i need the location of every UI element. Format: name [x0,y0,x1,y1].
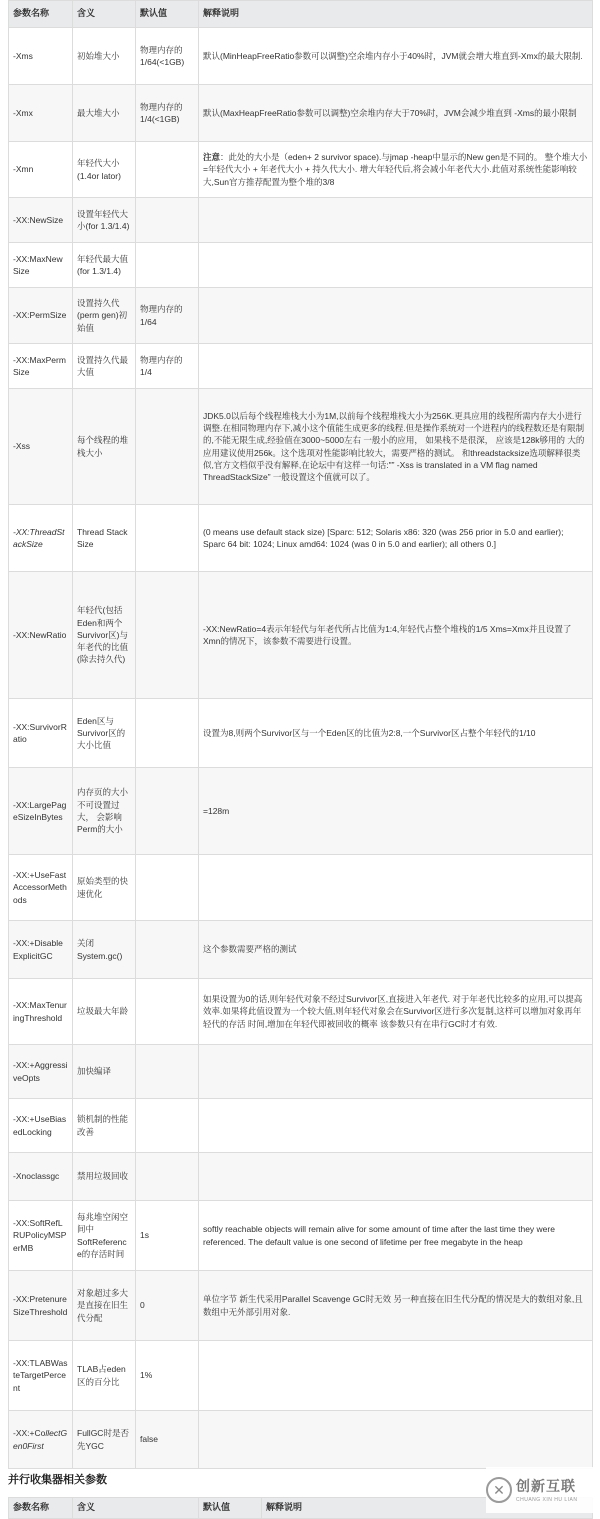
meaning-cell [73,1201,136,1271]
default-cell [136,85,199,142]
meaning-text: Thread Stack Size [77,526,128,549]
meaning-text: 加快编译 [77,1066,112,1077]
default-cell [136,142,199,198]
table-row [9,572,593,699]
default-text: 物理内存的1/4 [140,354,183,377]
name-text: -Xss [13,441,30,452]
meaning-text: 最大堆大小 [77,107,120,118]
name-text: -XX:+UseBiasedLocking [13,1114,67,1137]
meaning-cell [73,505,136,572]
default-cell [136,1153,199,1201]
jvm-params-table [8,0,593,1469]
default-text: 物理内存的1/64(<1GB) [140,44,185,67]
desc-text: softly reachable objects will remain alive for some amount of time after the last time they were referenced. The default value is one second of lifetime per free megabyte in the heap [203,1224,555,1247]
header2-description: 解释说明 [262,1498,593,1519]
table-header-row [9,1,593,28]
meaning-cell [73,855,136,921]
name-text: -XX:MaxNewSize [13,253,63,276]
description-cell [199,142,593,198]
meaning-cell [73,28,136,85]
table-row [9,1045,593,1099]
desc-text: 默认(MinHeapFreeRatio参数可以调整)空余堆内存小于40%时，JVM就会增大堆直到-Xmx的最大限制. [203,50,583,61]
meaning-cell [73,288,136,344]
desc-text: JDK5.0以后每个线程堆栈大小为1M,以前每个线程堆栈大小为256K.更具应用的线程所需内存大小进行 调整.在相同物理内存下,减小这个值能生成更多的线程.但是操作系统对一个进程内的线程数还是有限制的,不能无限生成,经验值在3000~5000左右 一般小的应用， 如果栈不是很深， 应该是128k够用的 大的应用建议使用256k。这个选项对性能影响比较大，需要严格的测试。 和threadstacksize选项解释很类似,官方文档似乎没有解释,在论坛中有这样一句话:"” -Xss is translated in a VM flag named ThreadStackSize” 一般设置这个值就可以了。 [203,410,585,483]
meaning-text: 年轻代(包括Eden和两个Survivor区)与年老代的比值(除去持久代) [77,605,129,665]
meaning-text: Eden区与Survivor区的大小比值 [77,715,126,751]
default-cell [136,768,199,855]
description-cell [199,28,593,85]
param-name-cell [9,389,73,505]
description-cell [199,505,593,572]
meaning-cell [73,699,136,768]
name-text: -XX:MaxPermSize [13,354,66,377]
param-name-cell [9,1271,73,1341]
desc-text: 设置为8,则两个Survivor区与一个Eden区的比值为2:8,一个Survivor区占整个年轻代的1/10 [203,727,536,738]
meaning-text: 禁用垃圾回收 [77,1171,129,1182]
meaning-text: 设置持久代(perm gen)初始值 [77,298,128,333]
param-name-cell [9,344,73,389]
meaning-text: 关闭System.gc() [77,938,123,961]
param-name-cell [9,1201,73,1271]
param-name-cell [9,768,73,855]
desc-text: 这个参数需要严格的测试 [203,944,297,955]
header2-default: 默认值 [199,1498,262,1519]
meaning-text: 对象超过多大是直接在旧生代分配 [77,1288,129,1323]
note-label: 注意 [203,152,221,163]
table-row [9,389,593,505]
name-text: -Xms [13,50,33,61]
meaning-text: 每个线程的堆栈大小 [77,435,129,458]
watermark-brand-en: CHUANG XIN HU LIAN [516,1496,578,1503]
meaning-text: 垃圾最大年龄 [77,1006,129,1017]
name-text: -XX:+UseFastAccessorMethods [13,870,67,905]
description-cell [199,1341,593,1411]
table-row [9,1411,593,1469]
param-name-cell [9,979,73,1045]
name-text: -Xmx [13,107,33,118]
description-cell [199,288,593,344]
description-cell [199,699,593,768]
name-text: -XX:PretenureSizeThreshold [13,1294,68,1317]
table-row [9,1099,593,1153]
default-cell [136,699,199,768]
description-cell [199,1153,593,1201]
param-name-cell [9,572,73,699]
desc-text: =128m [203,805,230,816]
default-text: 0 [140,1300,145,1311]
name-text: -XX:MaxTenuringThreshold [13,1000,67,1023]
default-cell [136,1201,199,1271]
meaning-text: 设置年轻代大小(for 1.3/1.4) [77,208,130,231]
param-name-cell [9,1099,73,1153]
meaning-text: 每兆堆空闲空间中SoftReference的存活时间 [77,1211,129,1259]
meaning-cell [73,389,136,505]
header-default: 默认值 [136,1,199,28]
param-name-cell [9,142,73,198]
default-text: 1s [140,1230,149,1241]
description-cell [199,1201,593,1271]
default-cell [136,28,199,85]
name-text: -XX:SoftRefLRUPolicyMSPerMB [13,1218,67,1253]
name-text: -XX:NewRatio [13,629,67,640]
table-row [9,921,593,979]
default-text: false [140,1434,158,1445]
meaning-text: 年轻代大小(1.4or lator) [77,158,121,181]
meaning-text: 原始类型的快速优化 [77,876,129,899]
name-text: -XX:LargePageSizeInBytes [13,799,67,822]
meaning-cell [73,1153,136,1201]
desc-text: -XX:NewRatio=4表示年轻代与年老代所占比值为1:4,年轻代占整个堆栈的1/5 Xms=Xmx并且设置了Xmn的情况下，该参数不需要进行设置。 [203,623,572,646]
table-row [9,505,593,572]
param-name-cell [9,243,73,288]
name-text: -XX:PermSize [13,310,67,321]
default-cell [136,1045,199,1099]
param-name-cell [9,85,73,142]
default-cell [136,288,199,344]
header2-param-name: 参数名称 [9,1498,73,1519]
param-name-cell [9,1341,73,1411]
description-cell [199,1099,593,1153]
meaning-text: 锁机制的性能改善 [77,1114,129,1137]
meaning-text: 设置持久代最大值 [77,354,129,377]
table-row [9,1201,593,1271]
table-row [9,344,593,389]
default-text: 1% [140,1370,153,1381]
meaning-cell [73,1341,136,1411]
description-cell [199,85,593,142]
name-text: -Xmn [13,164,34,175]
header2-meaning: 含义 [73,1498,199,1519]
desc-text: 如果设置为0的话,则年轻代对象不经过Survivor区,直接进入年老代. 对于年老代比较多的应用,可以提高效率.如果将此值设置为一个较大值,则年轻代对象会在Survivor区进行多次复制,这样可以增加对象再年轻代的存活 时间,增加在年轻代即被回收的概率 该参数只有在串行GC时才有效. [203,994,583,1029]
param-name-cell [9,288,73,344]
description-cell [199,198,593,243]
param-name-text: -XX:+CollectGen0First [13,1428,68,1451]
meaning-cell [73,344,136,389]
table-row [9,1341,593,1411]
default-cell [136,389,199,505]
param-name-cell [9,505,73,572]
default-cell [136,1341,199,1411]
name-text: -XX:TLABWasteTargetPercent [13,1358,68,1393]
param-name-cell [9,921,73,979]
description-cell [199,979,593,1045]
table-row [9,288,593,344]
default-cell [136,979,199,1045]
meaning-cell [73,1411,136,1469]
table-row [9,768,593,855]
default-text: 物理内存的1/4(<1GB) [140,101,183,124]
name-text: -Xnoclassgc [13,1171,60,1182]
header-description: 解释说明 [199,1,593,28]
table-row [9,142,593,198]
description-cell [199,1411,593,1469]
meaning-cell [73,243,136,288]
desc-text: 默认(MaxHeapFreeRatio参数可以调整)空余堆内存大于70%时，JVM会减少堆直到 -Xms的最小限制 [203,107,577,118]
table-row [9,1271,593,1341]
default-cell [136,505,199,572]
meaning-cell [73,1271,136,1341]
meaning-cell [73,979,136,1045]
meaning-cell [73,85,136,142]
default-cell [136,344,199,389]
header-meaning: 含义 [73,1,136,28]
table-row [9,243,593,288]
description-cell [199,1271,593,1341]
table-row [9,1153,593,1201]
desc-text: (0 means use default stack size) [Sparc: 512; Solaris x86: 320 (was 256 prior in 5.0 and earlier); Sparc 64 bit: 1024; Linux amd64: 1024 (was 0 in 5.0 and earlier); all others 0.] [203,526,564,549]
params-table-wrapper [8,0,592,1469]
default-cell [136,198,199,243]
description-cell [199,243,593,288]
meaning-cell [73,921,136,979]
param-name-cell [9,198,73,243]
desc-text: 单位字节 新生代采用Parallel Scavenge GC时无效 另一种直接在旧生代分配的情况是大的数组对象,且数组中无外部引用对象. [203,1294,583,1317]
header-param-name: 参数名称 [9,1,73,28]
default-cell [136,572,199,699]
table-row [9,198,593,243]
watermark [486,1467,596,1513]
description-cell [199,389,593,505]
table-row [9,979,593,1045]
name-text: -XX:+AggressiveOpts [13,1060,68,1083]
param-name-cell [9,1045,73,1099]
name-text: -XX:ThreadStackSize [13,526,65,549]
param-name-cell [9,28,73,85]
meaning-text: 年轻代最大值(for 1.3/1.4) [77,253,129,276]
default-cell [136,243,199,288]
watermark-brand: 创新互联 [516,1478,576,1495]
meaning-cell [73,198,136,243]
name-text: -XX:NewSize [13,214,64,225]
watermark-logo-icon: ✕ [486,1477,512,1503]
param-name-cell [9,699,73,768]
meaning-text: 内存页的大小不可设置过大， 会影响Perm的大小 [77,787,129,835]
default-cell [136,1411,199,1469]
default-cell [136,921,199,979]
param-name-cell [9,1153,73,1201]
meaning-cell [73,572,136,699]
meaning-cell [73,1099,136,1153]
default-cell [136,855,199,921]
meaning-text: TLAB占eden区的百分比 [77,1364,126,1387]
section-title-parallel-collector: 并行收集器相关参数 [8,1474,107,1486]
meaning-cell [73,1045,136,1099]
name-text: -XX:SurvivorRatio [13,721,67,744]
meaning-cell [73,768,136,855]
description-cell [199,572,593,699]
description-cell [199,855,593,921]
meaning-cell [73,142,136,198]
param-name-cell [9,1411,73,1469]
description-cell [199,768,593,855]
description-cell [199,344,593,389]
table-row [9,855,593,921]
default-cell [136,1099,199,1153]
description-text: ：此处的大小是（eden+ 2 survivor space).与jmap -heap中显示的New gen是不同的。 整个堆大小=年轻代大小 + 年老代大小 + 持久代大小. 增大年轻代后,将会减小年老代大小.此值对系统性能影响较大,Sun官方推荐配置为整个堆的3/8 [203,152,588,187]
description-cell [199,1045,593,1099]
table-row [9,28,593,85]
table-row [9,85,593,142]
default-cell [136,1271,199,1341]
param-name-cell [9,855,73,921]
meaning-text: 初始堆大小 [77,50,120,61]
default-text: 物理内存的1/64 [140,304,183,327]
description-cell [199,921,593,979]
name-text: -XX:+DisableExplicitGC [13,938,63,961]
meaning-text: FullGC时是否先YGC [77,1428,129,1451]
table-row [9,699,593,768]
